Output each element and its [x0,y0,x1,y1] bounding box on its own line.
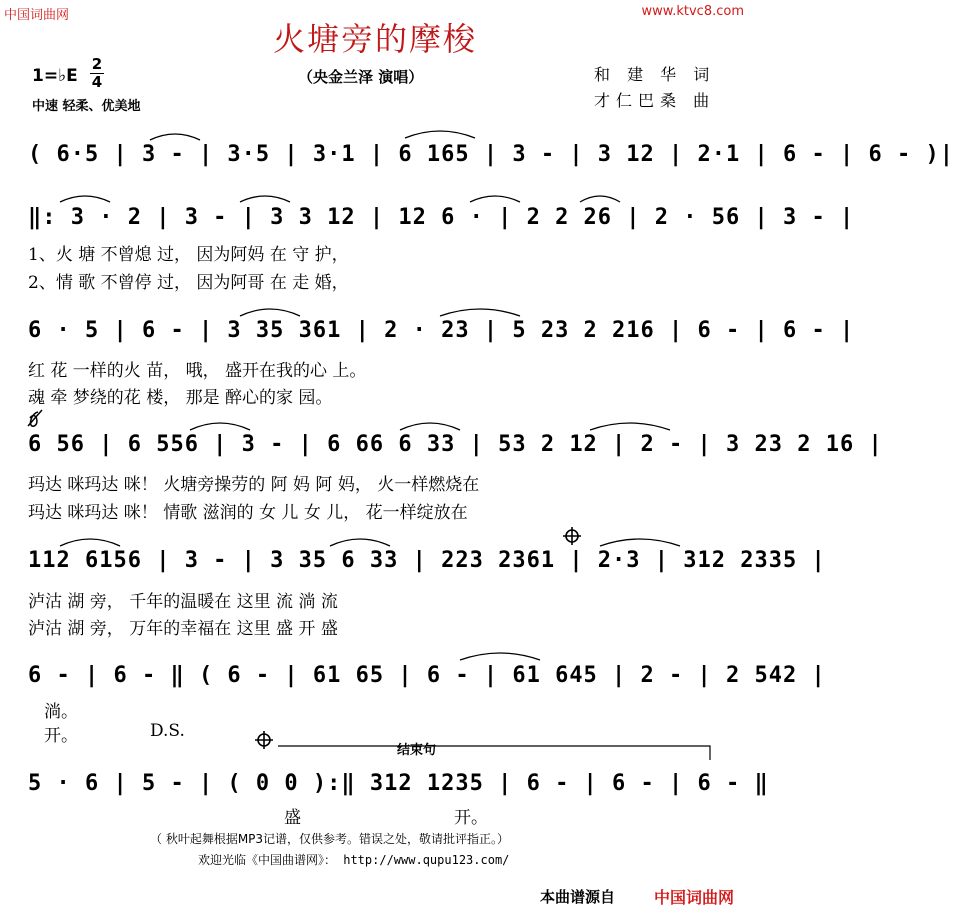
dal-segno-marking: D.S. [150,721,185,741]
singer-credit: （央金兰泽 演唱） [298,68,424,86]
time-numerator: 2 [91,55,103,73]
welcome-link[interactable]: 欢迎光临《中国曲谱网》： http://www.qupu123.com/ [198,853,510,867]
segno-sign [28,410,42,426]
composer-credit: 才仁巴桑 曲 [594,91,716,110]
slur-marks [60,131,680,660]
lyric-verse1-line1: 1、火 塘 不曾熄 过， 因为阿妈 在 守 护， [28,245,349,265]
notation-line-6: 6 - | 6 - ‖ ( 6 - | 61 65 | 6 - | 61 645 | 2 - | 2 542 | [28,663,826,688]
notation-line-4: 6 56 | 6 556 | 3 - | 6 66 6 33 | 53 2 12 | 2 - | 3 23 2 16 | [28,432,883,457]
lyric-verse1-line4: 泸沽 湖 旁， 千年的温暖在 这里 流 淌 流 [28,592,338,612]
ending-bracket [278,746,710,760]
lyric-verse2-line1: 2、情 歌 不曾停 过， 因为阿哥 在 走 婚， [28,273,349,293]
lyric-verse2-line4: 泸沽 湖 旁， 万年的幸福在 这里 盛 开 盛 [28,619,338,639]
lyricist-credit: 和 建 华 词 [594,65,716,84]
lyric-verse1-line3: 玛达 咪玛达 咪！ 火塘旁操劳的 阿 妈 阿 妈， 火一样燃烧在 [28,475,480,495]
source-label: 本曲谱源自 [540,888,616,906]
watermark-right: www.ktvc8.com [641,4,744,19]
lyric-verse2-line3: 玛达 咪玛达 咪！ 情歌 滋润的 女 儿 女 儿， 花一样绽放在 [28,503,468,523]
lyric-verse1-line2: 红 花 一样的火 苗， 哦， 盛开在我的心 上。 [28,361,367,381]
ending-lyric-2: 开。 [454,808,488,828]
ending-label: 结束句 [394,739,439,758]
key-signature: 1=♭E [32,66,78,86]
notation-line-3: 6 · 5 | 6 - | 3 35 361 | 2 · 23 | 5 23 2 216 | 6 - | 6 - | [28,318,855,343]
transcription-note: （ 秋叶起舞根据MP3记谱，仅供参考。错误之处，敬请批评指正。） [150,832,510,846]
notation-line-2: ‖: 3 · 2 | 3 - | 3 3 12 | 12 6 · | 2 2 26 | 2 · 56 | 3 - | [28,205,855,230]
source-site: 中国词曲网 [654,888,735,907]
time-denominator: 4 [91,73,103,91]
lyric-verse2-line2: 魂 牵 梦绕的花 楼， 那是 醉心的家 园。 [28,388,333,408]
lyric-verse2-line5: 开。 [44,726,78,746]
coda-sign-1 [563,527,581,545]
coda-sign-2 [255,731,273,749]
watermark-left: 中国词曲网 [4,8,70,23]
ending-lyric-1: 盛 [284,808,301,828]
notation-line-5: 112 6156 | 3 - | 3 35 6 33 | 223 2361 | 2·3 | 312 2335 | [28,548,826,573]
song-title: 火塘旁的摩梭 [272,20,477,58]
lyric-verse1-line5: 淌。 [44,702,78,722]
notation-line-7: 5 · 6 | 5 - | ( 0 0 ):‖ 312 1235 | 6 - | 6 - | 6 - ‖ [28,771,769,796]
notation-line-1: ( 6·5 | 3 - | 3·5 | 3·1 | 6 165 | 3 - | 3 12 | 2·1 | 6 - | 6 - )| [28,142,954,167]
tempo-marking: 中速 轻柔、优美地 [32,99,141,114]
